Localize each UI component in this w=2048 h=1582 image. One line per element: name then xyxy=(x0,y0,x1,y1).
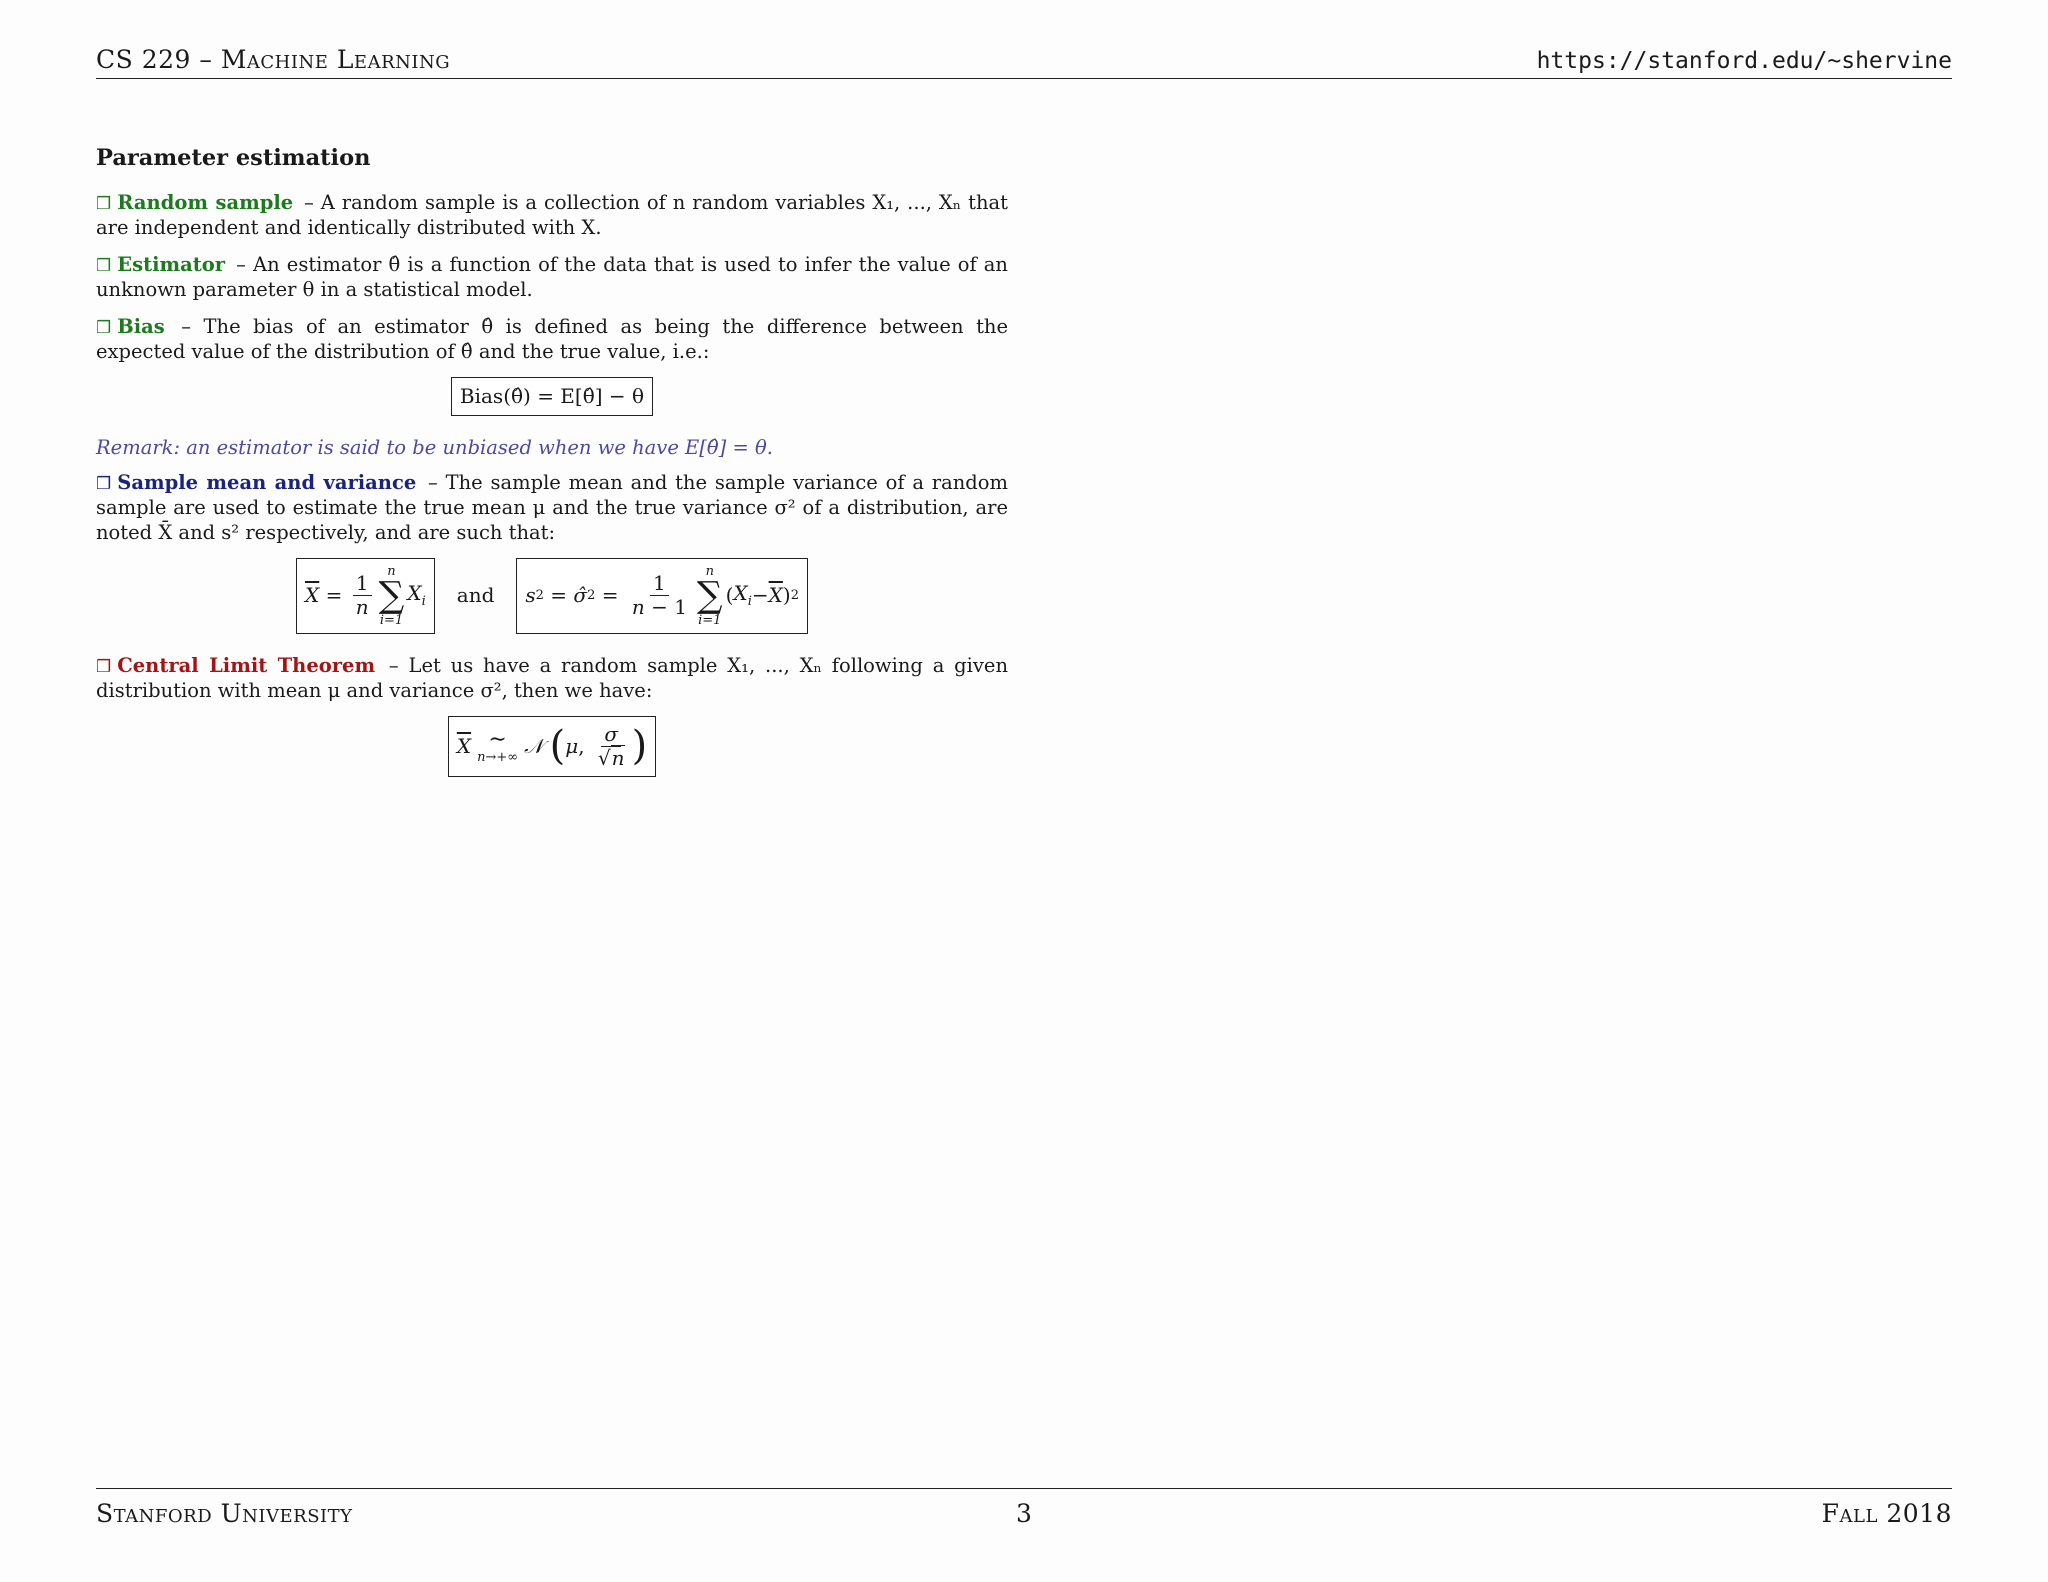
course-title: CS 229 – Machine Learning xyxy=(96,45,451,74)
bias-term: Bias xyxy=(117,314,165,338)
clt-term: Central Limit Theorem xyxy=(117,653,376,677)
checkbox-bullet-icon: ❒ xyxy=(96,317,112,338)
course-url[interactable]: https://stanford.edu/~shervine xyxy=(1536,48,1952,74)
sample-mean-text: – The sample mean and the sample variance of a random sample are used to estimate the true mean μ and the true variance σ² of a distribution, are noted X̄ and s² respectively, and are such that: xyxy=(96,471,1008,544)
page-number: 3 xyxy=(1016,1499,1032,1528)
clt-text: – Let us have a random sample X₁, ..., Xₙ following a given distribution with mean μ and variance σ², then we have: xyxy=(96,653,1008,702)
random-sample-term: Random sample xyxy=(117,190,294,214)
checkbox-bullet-icon: ❒ xyxy=(96,656,112,677)
checkbox-bullet-icon: ❒ xyxy=(96,193,112,214)
section-title: Parameter estimation xyxy=(96,145,371,171)
sample-variance-formula-box: s 2 = σ̂ 2 = $\frac{1}{n - 1}$ n ∑ i=1 ( $X_i$ − $\overline{X}$ ) 2 xyxy=(516,558,808,634)
clt-formula-box: $\overline{X}$ ∼ n→+∞ 𝒩 ( μ , $\frac{\sigma}{√n}$ ) xyxy=(448,716,656,777)
bias-formula: Bias(θ̂) = E[θ̂] − θ xyxy=(459,383,645,408)
random-sample-paragraph xyxy=(96,191,1008,241)
term-label: Fall 2018 xyxy=(1821,1499,1952,1528)
unbiased-remark: Remark: an estimator is said to be unbiased when we have E[θ̂] = θ. xyxy=(96,436,773,460)
main-column xyxy=(96,140,1008,797)
university-name: Stanford University xyxy=(96,1499,353,1528)
and-connector: and xyxy=(456,583,495,608)
clt-paragraph xyxy=(96,654,1008,704)
sample-mean-formula-box: $\overline{X}$ = $\frac{1}{n}$ n ∑ i=1 $X_i$ xyxy=(296,558,435,634)
checkbox-bullet-icon: ❒ xyxy=(96,255,112,276)
page-footer xyxy=(96,1488,1952,1528)
bias-paragraph xyxy=(96,315,1008,365)
clt-equation-row xyxy=(96,716,1008,777)
bias-text: – The bias of an estimator θ̂ is defined as being the difference between the expected value of the distribution of θ̂ and the true value, i.e.: xyxy=(96,314,1008,363)
estimator-text: – An estimator θ̂ is a function of the data that is used to infer the value of an unknown parameter θ in a statistical model. xyxy=(96,252,1008,301)
bias-equation-row xyxy=(96,377,1008,417)
bias-formula-box xyxy=(451,377,653,417)
page-header xyxy=(96,40,1952,79)
estimator-paragraph xyxy=(96,253,1008,303)
sample-mean-paragraph xyxy=(96,471,1008,546)
estimator-term: Estimator xyxy=(117,252,226,276)
sample-mean-equation-row xyxy=(96,558,1008,634)
sample-mean-term: Sample mean and variance xyxy=(117,471,417,495)
checkbox-bullet-icon: ❒ xyxy=(96,474,112,495)
random-sample-text: – A random sample is a collection of n random variables X₁, ..., Xₙ that are independent and identically distributed with X. xyxy=(96,190,1008,239)
